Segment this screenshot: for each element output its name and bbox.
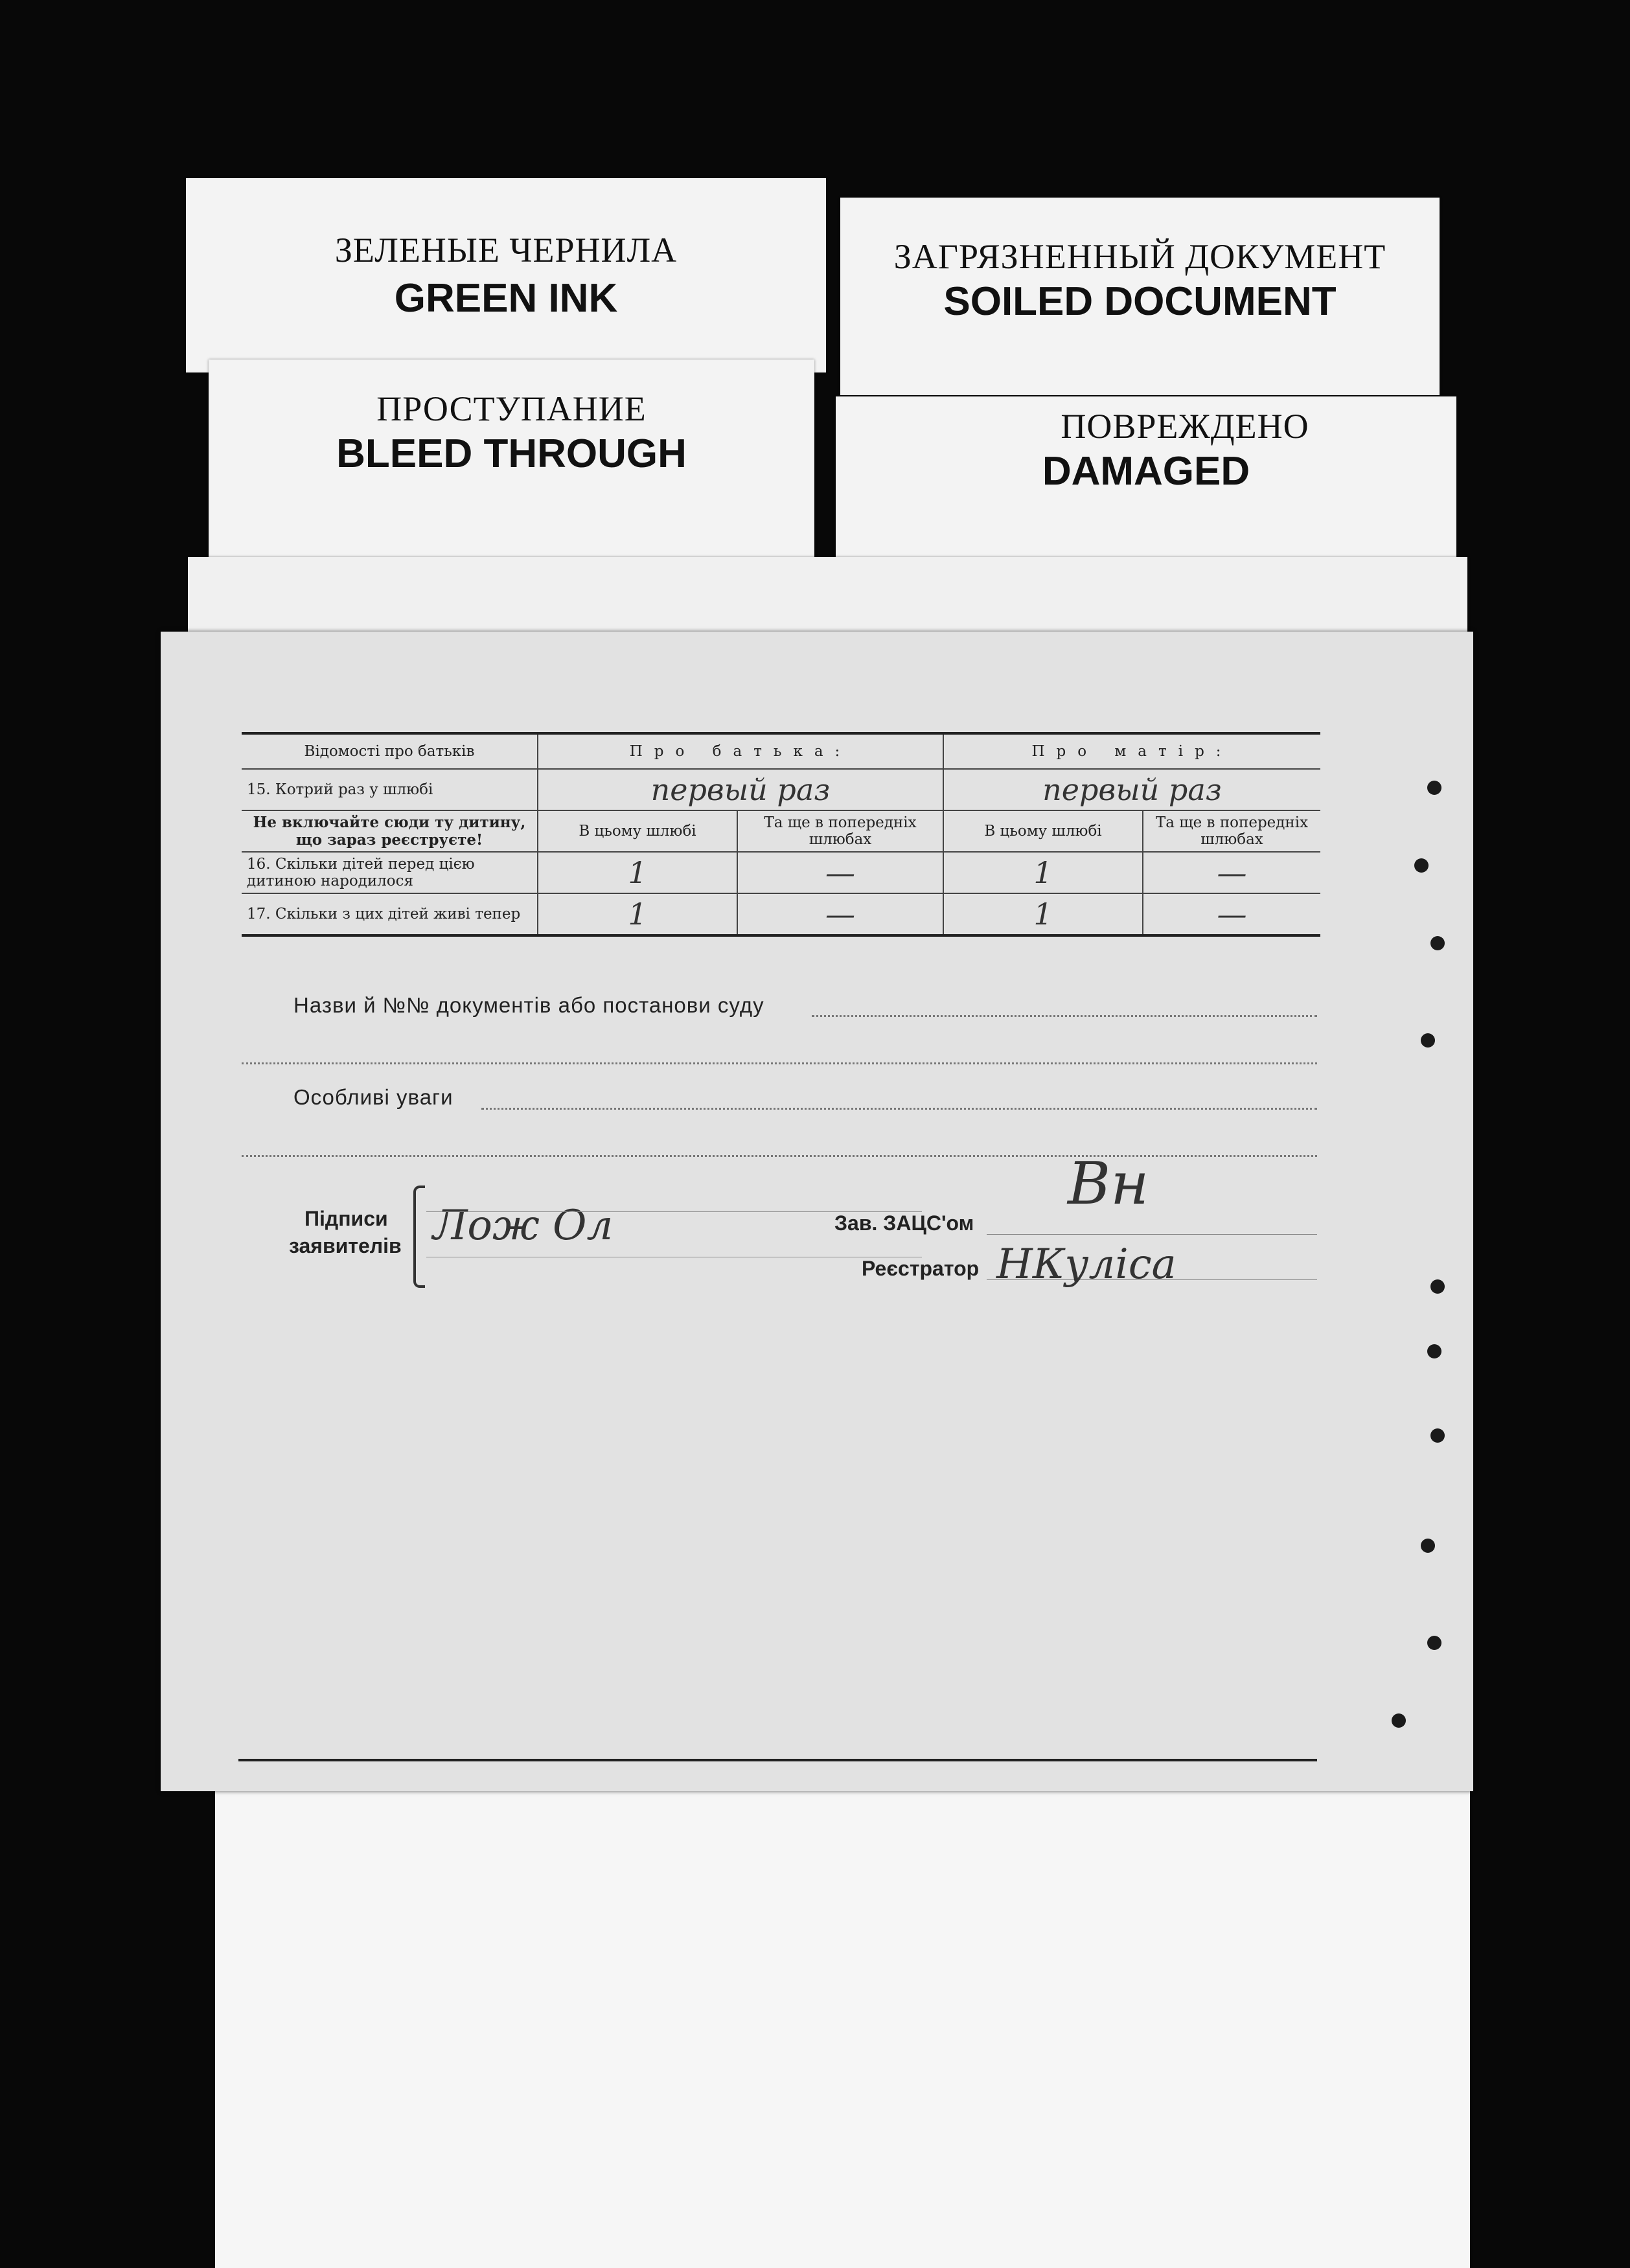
row16-label: 16. Скільки дітей перед цією дитиною народилося: [242, 852, 538, 893]
subheader-mother-prev: Та ще в попередніх шлюбах: [1143, 810, 1320, 852]
row16-mother-prev: —: [1143, 852, 1320, 893]
applicants-label-2: заявителів: [289, 1234, 402, 1257]
header-father: Про батька:: [538, 733, 943, 769]
soiled-en: SOILED DOCUMENT: [943, 279, 1337, 324]
damaged-en: DAMAGED: [1042, 449, 1250, 494]
binding-hole: [1421, 1033, 1435, 1048]
registrar-label: Реєстратор: [862, 1257, 980, 1280]
header-mother: Про матір:: [943, 733, 1320, 769]
bleed-en: BLEED THROUGH: [336, 431, 687, 476]
damaged-ru: ПОВРЕЖДЕНО: [1061, 407, 1309, 446]
bleed-through-card: [209, 360, 814, 573]
binding-hole: [1392, 1713, 1406, 1728]
documents-line: [812, 1015, 1317, 1017]
damaged-card: [836, 396, 1456, 571]
binding-hole: [1427, 781, 1441, 795]
row17-mother-in: 1: [943, 893, 1143, 935]
registrar-signature: НКуліса: [996, 1241, 1177, 1289]
soiled-document-card: [840, 198, 1440, 395]
subheader-mother-in: В цьому шлюбі: [943, 810, 1143, 852]
registration-form-sheet: [161, 632, 1473, 1791]
underlying-sheet: [215, 1749, 1470, 2268]
notes-label: Особливі уваги: [293, 1085, 453, 1109]
head-label: Зав. ЗАЦС'ом: [834, 1211, 974, 1235]
row16-father-prev: —: [737, 852, 943, 893]
notes-line-2: [242, 1155, 1317, 1157]
row-17: [242, 893, 1320, 935]
table-header-row: [242, 733, 1320, 769]
subheader-row: [242, 810, 1320, 852]
subheader-father-in: В цьому шлюбі: [538, 810, 737, 852]
row15-father: первый раз: [538, 769, 943, 810]
bleed-ru: ПРОСТУПАНИЕ: [376, 389, 647, 428]
bottom-rule: [238, 1759, 1317, 1761]
documents-line-2: [242, 1062, 1317, 1064]
applicants-bracket: [413, 1186, 425, 1288]
applicants-label-1: Підписи: [304, 1207, 388, 1230]
row16-father-in: 1: [538, 852, 737, 893]
notes-line: [481, 1108, 1317, 1110]
blank-sheet: [188, 557, 1467, 641]
binding-hole: [1421, 1539, 1435, 1553]
row-15: [242, 769, 1320, 810]
row-16: [242, 852, 1320, 893]
documents-label: Назви й №№ документів або постанови суду: [293, 993, 764, 1017]
head-line: [987, 1234, 1317, 1235]
green-ink-ru: ЗЕЛЕНЫЕ ЧЕРНИЛА: [334, 231, 678, 269]
row15-label: 15. Котрий раз у шлюбі: [242, 769, 538, 810]
row17-label: 17. Скільки з цих дітей живі тепер: [242, 893, 538, 935]
row17-father-prev: —: [737, 893, 943, 935]
binding-hole: [1430, 936, 1445, 950]
binding-hole: [1414, 858, 1429, 873]
soiled-ru: ЗАГРЯЗНЕННЫЙ ДОКУМЕНТ: [893, 237, 1386, 276]
row17-mother-prev: —: [1143, 893, 1320, 935]
binding-hole: [1427, 1344, 1441, 1358]
row16-mother-in: 1: [943, 852, 1143, 893]
head-signature: Вн: [1068, 1150, 1149, 1218]
row17-father-in: 1: [538, 893, 737, 935]
binding-hole: [1430, 1428, 1445, 1443]
subheader-father-prev: Та ще в попередніх шлюбах: [737, 810, 943, 852]
applicant-signature: Лож Ол: [433, 1202, 614, 1250]
parents-info-table: [242, 732, 1320, 937]
row15-mother: первый раз: [943, 769, 1320, 810]
header-parents-info: Відомості про батьків: [242, 733, 538, 769]
binding-hole: [1427, 1636, 1441, 1650]
green-ink-en: GREEN INK: [394, 276, 618, 321]
subheader-note: Не включайте сюди ту дитину, що зараз реєструєте!: [242, 810, 538, 852]
binding-hole: [1430, 1279, 1445, 1294]
green-ink-card: [186, 178, 826, 372]
